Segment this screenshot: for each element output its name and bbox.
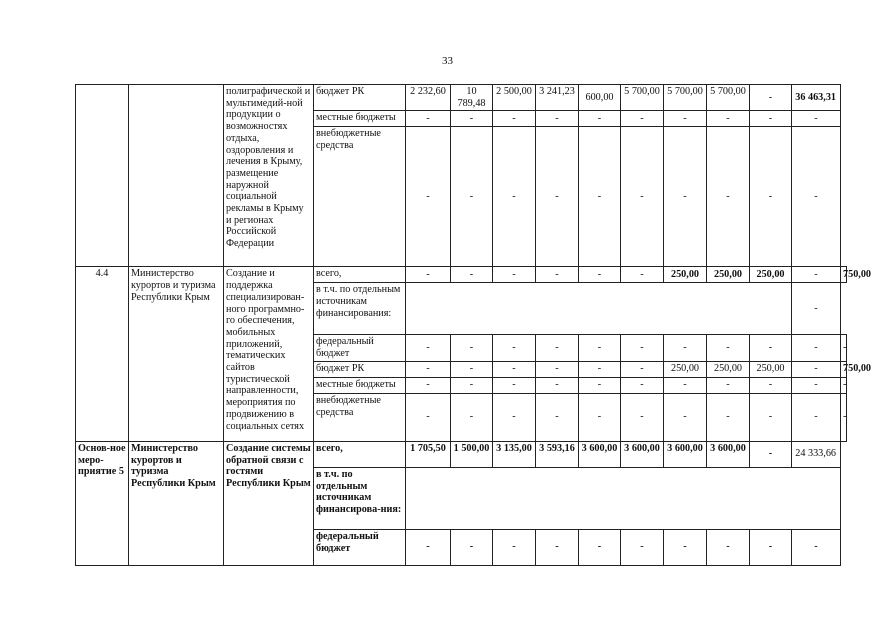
value-cell: - [750, 393, 792, 441]
total-cell: - [792, 127, 841, 267]
value-cell: 250,00 [664, 267, 707, 283]
measure-description: полиграфической и мультимедий-ной продукции о возможностях отдыха, оздоровления и лечения в Крыму, размещение наружной социальной рекламы в Крыму и регионах Российской Федерации [224, 85, 314, 267]
value-cell: - [707, 377, 750, 393]
value-cell: - [621, 335, 664, 361]
source-label: федеральный бюджет [314, 335, 406, 361]
row-number-cell [76, 85, 129, 267]
value-cell: - [406, 377, 451, 393]
total-cell: 750,00 [841, 267, 847, 283]
value-cell: - [493, 335, 536, 361]
value-cell: - [707, 127, 750, 267]
value-cell: - [536, 267, 579, 283]
value-cell: - [664, 377, 707, 393]
value-cell: - [750, 111, 792, 127]
value-cell: - [451, 127, 493, 267]
total-cell: - [792, 283, 841, 335]
source-label: в т.ч. по отдельным источникам финансирования: [314, 283, 406, 335]
value-cell: - [579, 393, 621, 441]
value-cell: - [406, 111, 451, 127]
total-cell: 750,00 [841, 361, 847, 377]
value-cell: - [406, 529, 451, 565]
value-cell: 10 789,48 [451, 85, 493, 111]
value-cell: - [406, 335, 451, 361]
source-label: в т.ч. по отдельным источникам финансирова-ния: [314, 467, 406, 529]
value-cell: - [792, 393, 841, 441]
source-label: местные бюджеты [314, 377, 406, 393]
empty-values [406, 467, 841, 529]
total-cell: - [841, 393, 847, 441]
value-cell: - [792, 377, 841, 393]
value-cell: - [536, 529, 579, 565]
value-cell: - [750, 335, 792, 361]
empty-values [406, 283, 792, 335]
value-cell: 250,00 [707, 361, 750, 377]
table-row [76, 441, 847, 467]
value-cell: - [536, 335, 579, 361]
value-cell: 1 500,00 [451, 441, 493, 467]
value-cell: - [579, 267, 621, 283]
value-cell: - [750, 85, 792, 111]
total-cell: 24 333,66 [792, 441, 841, 467]
value-cell: 3 600,00 [707, 441, 750, 467]
value-cell: 2 232,60 [406, 85, 451, 111]
table-row [76, 267, 847, 283]
value-cell: 600,00 [579, 85, 621, 111]
value-cell: - [536, 361, 579, 377]
value-cell: - [451, 267, 493, 283]
value-cell: - [493, 127, 536, 267]
value-cell: - [493, 267, 536, 283]
value-cell: - [621, 111, 664, 127]
row-number-cell: 4.4 [76, 267, 129, 441]
source-label: федеральный бюджет [314, 529, 406, 565]
value-cell: - [707, 335, 750, 361]
value-cell: 250,00 [707, 267, 750, 283]
value-cell: - [579, 529, 621, 565]
value-cell: - [451, 361, 493, 377]
source-label: всего, [314, 267, 406, 283]
value-cell: 250,00 [664, 361, 707, 377]
value-cell: - [750, 377, 792, 393]
value-cell: - [750, 529, 792, 565]
total-cell: - [841, 377, 847, 393]
value-cell: - [750, 441, 792, 467]
value-cell: 3 600,00 [621, 441, 664, 467]
value-cell: - [451, 335, 493, 361]
source-label: внебюджетные средства [314, 393, 406, 441]
value-cell: - [664, 111, 707, 127]
value-cell: 3 600,00 [664, 441, 707, 467]
value-cell: - [493, 111, 536, 127]
source-label: бюджет РК [314, 85, 406, 111]
value-cell: - [621, 529, 664, 565]
measure-description: Создание системы обратной связи с гостями Республики Крым [224, 441, 314, 565]
source-label: внебюджетные средства [314, 127, 406, 267]
value-cell: - [536, 127, 579, 267]
value-cell: - [707, 393, 750, 441]
total-cell: - [792, 111, 841, 127]
value-cell: - [451, 529, 493, 565]
value-cell: - [707, 111, 750, 127]
value-cell: - [406, 267, 451, 283]
table-row [76, 85, 847, 111]
value-cell: 3 135,00 [493, 441, 536, 467]
value-cell: - [664, 335, 707, 361]
source-label: бюджет РК [314, 361, 406, 377]
source-label: всего, [314, 441, 406, 467]
value-cell: - [664, 529, 707, 565]
value-cell: - [792, 361, 841, 377]
value-cell: 250,00 [750, 361, 792, 377]
value-cell: - [579, 127, 621, 267]
value-cell: - [707, 529, 750, 565]
value-cell: - [579, 377, 621, 393]
value-cell: 1 705,50 [406, 441, 451, 467]
page-number: 33 [442, 55, 453, 67]
value-cell: - [664, 127, 707, 267]
value-cell: - [493, 529, 536, 565]
value-cell: 3 593,16 [536, 441, 579, 467]
row-number-cell: Основ-ное меро-приятие 5 [76, 441, 129, 565]
executor-cell: Министерство курортов и туризма Республики Крым [129, 267, 224, 441]
value-cell: - [493, 393, 536, 441]
value-cell: - [493, 377, 536, 393]
value-cell: - [621, 393, 664, 441]
value-cell: - [536, 111, 579, 127]
value-cell: - [792, 335, 841, 361]
executor-cell: Министерство курортов и туризма Республики Крым [129, 441, 224, 565]
total-cell: 36 463,31 [792, 85, 841, 111]
executor-cell [129, 85, 224, 267]
total-cell: - [792, 529, 841, 565]
measure-description: Создание и поддержка специализирован-ного программно-го обеспечения, мобильных приложений, тематических сайтов туристической направленности, мероприятия по продвижению в социальных сетях [224, 267, 314, 441]
source-label: местные бюджеты [314, 111, 406, 127]
value-cell: 5 700,00 [664, 85, 707, 111]
value-cell: - [664, 393, 707, 441]
value-cell: - [621, 127, 664, 267]
value-cell: 3 600,00 [579, 441, 621, 467]
value-cell: - [406, 127, 451, 267]
value-cell: - [579, 335, 621, 361]
financing-table [75, 84, 872, 566]
value-cell: - [536, 393, 579, 441]
value-cell: 5 700,00 [707, 85, 750, 111]
value-cell: - [451, 377, 493, 393]
value-cell: - [621, 377, 664, 393]
value-cell: - [451, 111, 493, 127]
value-cell: - [406, 361, 451, 377]
total-cell: - [841, 335, 847, 361]
value-cell: - [406, 393, 451, 441]
value-cell: - [621, 267, 664, 283]
value-cell: 250,00 [750, 267, 792, 283]
value-cell: 5 700,00 [621, 85, 664, 111]
value-cell: 2 500,00 [493, 85, 536, 111]
value-cell: - [493, 361, 536, 377]
value-cell: - [451, 393, 493, 441]
value-cell: - [750, 127, 792, 267]
value-cell: - [621, 361, 664, 377]
value-cell: - [579, 361, 621, 377]
value-cell: - [536, 377, 579, 393]
value-cell: 3 241,23 [536, 85, 579, 111]
value-cell: - [792, 267, 841, 283]
value-cell: - [579, 111, 621, 127]
